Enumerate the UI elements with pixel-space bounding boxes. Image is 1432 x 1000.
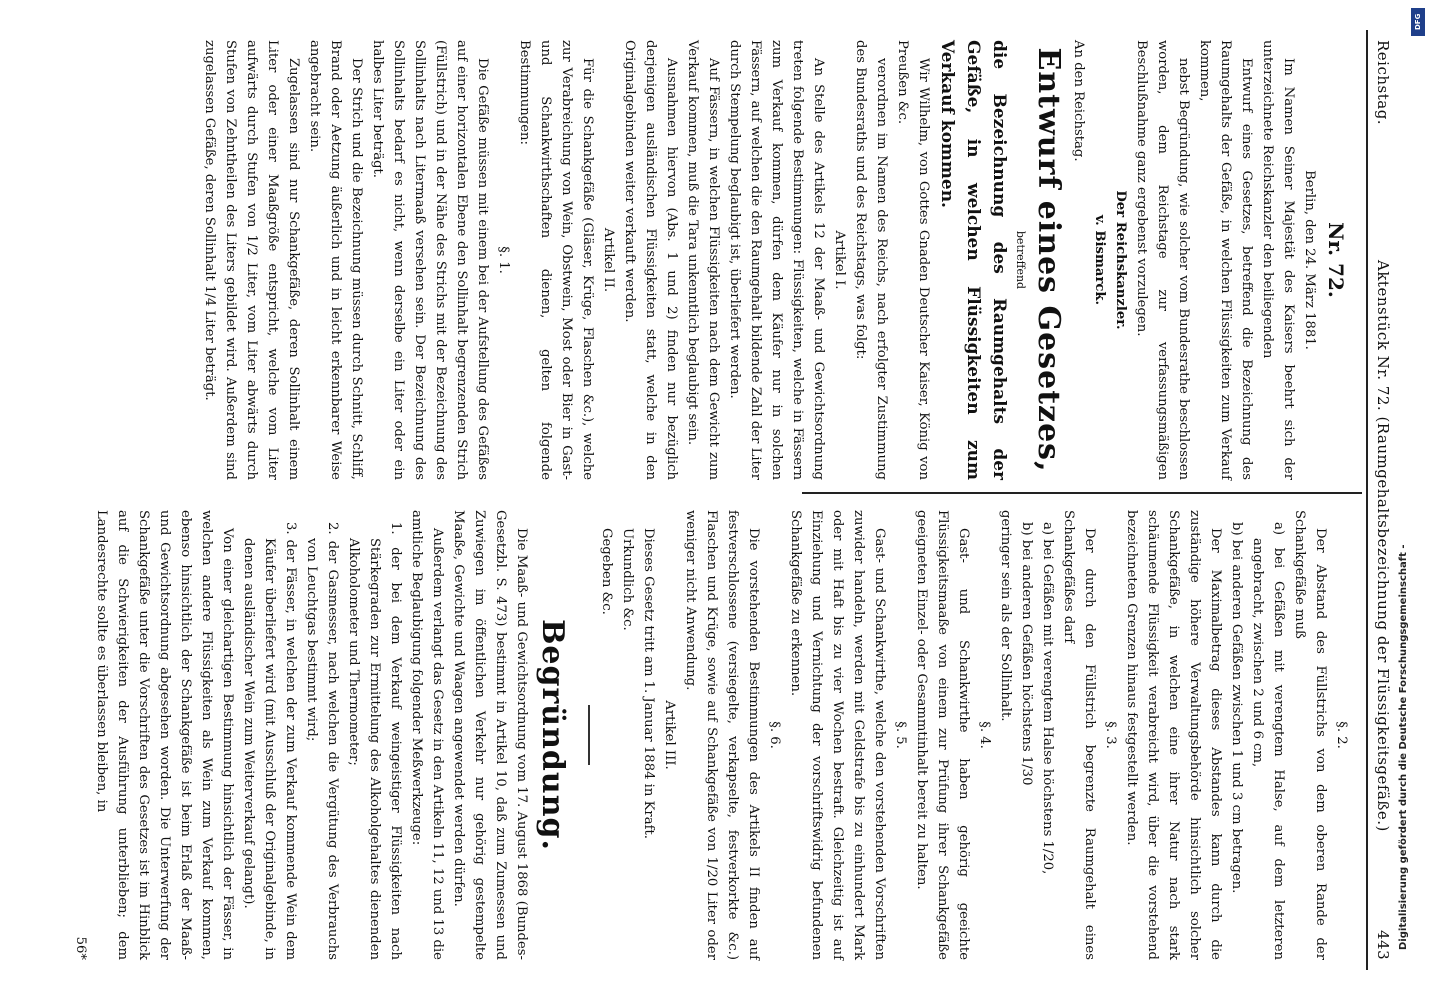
intro-text-2: Entwurf eines Gesetzes, betreffend die Bezeichnung des Raumgehalts der Gefäße, in welchen Flüssigkeiten zum Verkauf kommen, [1197, 40, 1254, 480]
header-left: Reichstag. [1374, 40, 1392, 126]
article-2-text: Für die Schankgefäße (Gläser, Krüge, Flaschen &c.), welche zur Verabreichung von Wein, Obstwein, Most oder Bier in Gast- und Schankwirthschaften dienen, gelten folgende Bestimmungen: [517, 40, 595, 480]
begruendung-item-2: 2. der Gasmesser, nach welchen die Vergütung des Verbrauchs von Leuchtgas bestimmt wird; [304, 522, 340, 960]
article-3-text: Dieses Gesetz tritt am 1. Januar 1884 in Kraft. [641, 528, 656, 839]
section-1-text: Die Gefäße müssen mit einem bei der Aufstellung des Gefäßes auf einer horizontalen Ebene den Sollinhalt begrenzenden Strich (Füllstrich) und in der Nähe des Strichs mit der Bezeichnung des Sollinhalts nach Litermaaß versehen sein. Der Bezeichnung des Sollinhalts bedarf es nicht, wenn derselbe ein Liter oder ein halbes Liter beträgt. [370, 40, 490, 480]
section-2-text-2: Der Maximalbetrag dieses Abstandes kann durch die zuständige höhere Verwaltungsbehörde hinsichtlich solcher Schankgefäße, in welchen eine ihrer Natur nach stark schäumende Flüssigkeit verabreicht wird, über die vorstehend bezeichneten Grenzen hinaus festgestellt werden. [1124, 510, 1223, 960]
article-1-text: An Stelle des Artikels 12 der Maaß- und Gewichtsordnung treten folgende Bestimmungen: Flüssigkeiten, welche in Fässern zum Verkauf kommen, dürfen dem Käufer nur in solchen Fässern, auf welchen die den Raumgehalt bildende Zahl der Liter durch Stempelung beglaubigt ist, überliefert werden. [727, 40, 826, 480]
section-4-text: Gast- und Schankwirthe haben gehörig geeichte Flüssigkeitsmaaße von einem zur Prüfung ihrer Schankgefäße geeigneten Einzel- oder Gesammtinhalt bereit zu halten. [914, 510, 971, 960]
article-3-heading: Artikel III. [662, 700, 677, 770]
section-3-text-2: geringer sein als der Sollinhalt. [998, 510, 1013, 722]
article-2-heading: Artikel II. [601, 227, 616, 293]
section-1-text-3: Zugelassen sind nur Schankgefäße, deren Sollinhalt einem Liter oder einer Maaßgröße entspricht, welche vom Liter aufwärts durch Stufen von 1/2 Liter, vom Liter abwärts durch Stufen von Zehntheilen des Liters gebildet wird. Außerdem sind zugelassen Gefäße, deren Sollinhalt 1/4 Liter beträgt. [202, 40, 301, 480]
article-1-text-2: Auf Fässern, in welchen Flüssigkeiten nach dem Gewicht zum Verkauf kommen, muß die Tara unkenntlich beglaubigt sein. [685, 40, 721, 480]
dfg-logo: DFG [1411, 8, 1425, 36]
section-3-heading: §. 3. [1103, 721, 1118, 749]
signer-title: Der Reichskanzler. [1113, 190, 1128, 330]
dateline: Berlin, den 24. März 1881. [1302, 170, 1317, 350]
begruendung-item-1: 1. der bei dem Verkauf weingeistiger Flüssigkeiten nach Stärkegraden zur Ermittelung des Alkoholgehaltes dienenden Alkoholometer und Thermometer; [346, 522, 403, 960]
signature-mark: 56* [73, 936, 88, 960]
closing-urkundlich: Urkundlich &c. [620, 528, 635, 631]
bill-betreffend: betreffend [1014, 230, 1027, 290]
signer-name: v. Bismarck. [1092, 214, 1107, 306]
begruendung-p3: Von einer gleichartigen Bestimmung hinsichtlich der Fässer, in welchen andere Flüssigkeiten als Wein zum Verkauf kommen, ebenso hinsichtlich der Schankgefäße ist beim Erlaß der Maaß- und Gewichtsordnung abgesehen worden. Die Unterwerfung der Schankgefäße unter die Vorschriften des Gesetzes ist im Hinblick auf die Schwierigkeiten der Ausführung unterblieben; dem Landesrechte sollte es überlassen bleiben, in [94, 510, 235, 960]
bill-subject: die Bezeichnung des Raumgehalts der Gefäße, in welchen Flüssigkeiten zum Verkauf kommen. [937, 40, 1009, 480]
section-3-item-b: b) bei anderen Gefäßen höchstens 1/30 [1019, 522, 1034, 786]
section-4-heading: §. 4. [977, 721, 992, 749]
header-title: Aktenstück Nr. 72. (Raumgehaltsbezeichnung der Flüssigkeitsgefäße.) [1374, 260, 1392, 832]
section-2-item-a: a) bei Gefäßen mit verengtem Halse, auf dem letzteren angebracht, zwischen 2 und 6 cm, [1250, 522, 1286, 960]
intro-text-3: nebst Begründung, wie solcher vom Bundesrathe beschlossen worden, dem Reichstage zur verfassungsmäßigen Beschlußnahme ganz ergebenst vorzulegen. [1134, 40, 1191, 480]
section-rule [589, 705, 591, 765]
section-3-text: Der durch den Füllstrich begrenzte Raumgehalt eines Schankgefäßes darf [1061, 510, 1097, 960]
column-divider [802, 492, 1362, 494]
section-5-heading: §. 5. [893, 721, 908, 749]
header-rule [1366, 30, 1368, 970]
begruendung-p1: Die Maaß- und Gewichtsordnung vom 17. August 1868 (Bundes-Gesetzbl. S. 473) bestimmt in Artikel 10, daß zum Zumessen und Zuwiegen im öffentlichen Verkehr nur gehörig gestempelte Maaße, Gewichte und Waagen angewendet werden dürfen. [451, 510, 529, 960]
begruendung-p2: Außerdem verlangt das Gesetz in den Artikeln 11, 12 und 13 die amtliche Beglaubigung folgender Meßwerkzeuge: [409, 510, 445, 960]
bill-title: Entwurf eines Gesetzes, [1031, 47, 1066, 473]
section-2-text: Der Abstand des Füllstrichs von dem oberen Rande der Schankgefäße muß [1292, 510, 1328, 960]
article-1-text-3: Ausnahmen hiervon (Abs. 1 und 2) finden nur bezüglich derjenigen ausländischen Flüssigkeiten statt, welche in den Originalgebinden weiter verkauft werden. [622, 40, 679, 480]
addressee: An den Reichstag. [1071, 40, 1086, 162]
section-6-text: Die vorstehenden Bestimmungen des Artikels II finden auf festverschlossene (versiegelte, verkapselte, festverkorkte &c.) Flaschen und Krüge, sowie auf Schankgefäße von 1/20 Liter oder weniger nicht Anwendung. [683, 510, 761, 960]
digitization-note: Digitalisierung gefördert durch die Deutsche Forschungsgemeinschaft - [1398, 544, 1409, 950]
intro-text: Im Namen Seiner Majestät des Kaisers beehrt sich der unterzeichnete Reichskanzler den beiliegenden [1260, 40, 1296, 480]
section-5-text: Gast- und Schankwirthe, welche den vorstehenden Vorschriften zuwider handeln, werden mit Geldstrafe bis zu einhundert Mark oder mit Haft bis zu vier Wochen bestraft. Gleichzeitig ist auf Einziehung und Vernichtung der vorschriftswidrig befundenen Schankgefäße zu erkennen. [788, 510, 887, 960]
section-6-heading: §. 6. [767, 721, 782, 749]
section-3-item-a: a) bei Gefäßen mit verengtem Halse höchstens 1/20, [1040, 522, 1055, 875]
section-1-text-2: Der Strich und die Bezeichnung müssen durch Schnitt, Schliff, Brand oder Aetzung äußerlich und in leicht erkennbarer Weise angebracht sein. [307, 40, 364, 480]
page-number: 443 [1374, 930, 1392, 961]
left-column [199, 40, 1352, 480]
section-2-item-b: b) bei anderen Gefäßen zwischen 1 und 3 cm betragen. [1229, 522, 1244, 894]
begruendung-heading: Begründung. [535, 619, 570, 851]
begruendung-item-3: 3. der Fässer, in welchen der zum Verkauf kommende Wein dem Käufer überliefert wird (mit Ausschluß der Originalgebinde, in denen ausländischer Wein zum Weiterverkauf gelangt). [241, 522, 298, 960]
closing-gegeben: Gegeben &c. [599, 528, 614, 615]
section-1-heading: §. 1. [496, 246, 511, 274]
document-number: Nr. 72. [1324, 222, 1348, 298]
section-2-heading: §. 2. [1334, 721, 1349, 749]
preamble-2: verordnen im Namen des Reichs, nach erfolgter Zustimmung des Bundesraths und des Reichstags, was folgt: [853, 40, 889, 480]
article-1-heading: Artikel I. [832, 230, 847, 290]
right-column [70, 510, 572, 960]
middle-column [583, 510, 1353, 960]
preamble: Wir Wilhelm, von Gottes Gnaden Deutscher Kaiser, König von Preußen &c. [895, 40, 931, 480]
